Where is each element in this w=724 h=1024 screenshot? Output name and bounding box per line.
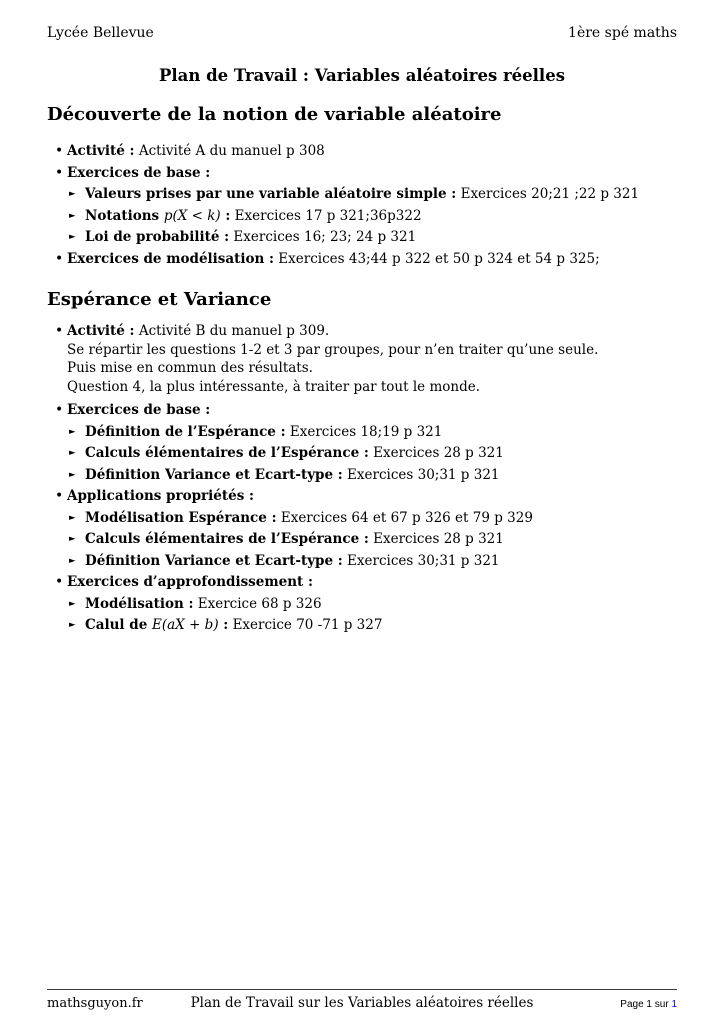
list-item — [47, 206, 677, 228]
bullet-icon: • — [55, 164, 64, 181]
list-item — [47, 465, 677, 487]
item-text: Exercices 20;21 ;22 p 321 — [456, 186, 640, 202]
footer-site: mathsguyon.fr — [47, 996, 143, 1011]
item-text: Exercice 70 -71 p 327 — [228, 617, 383, 633]
item-math: p(X < k) — [163, 207, 221, 224]
footer-page-label: Page 1 sur — [620, 999, 672, 1010]
list-item — [47, 322, 677, 396]
page-title: Plan de Travail : Variables aléatoires réelles — [159, 66, 565, 85]
item-text: Activité A du manuel p 308 — [134, 143, 325, 159]
item-label: Exercices de base : — [67, 164, 211, 181]
item-text: Exercices 17 p 321;36p322 — [230, 207, 422, 224]
item-label: Calculs élémentaires de l’Espérance : — [85, 531, 369, 547]
item-text: Exercices 30;31 p 321 — [342, 552, 500, 569]
item-label: Définition de l’Espérance : — [85, 423, 286, 440]
footer-title: Plan de Travail sur les Variables aléatoires réelles — [190, 995, 534, 1011]
list-item — [47, 184, 677, 206]
triangle-icon: ► — [69, 512, 76, 523]
item-label: Applications propriétés : — [67, 488, 254, 504]
bullet-icon: • — [55, 574, 64, 590]
item-label: Exercices de base : — [67, 402, 211, 418]
page-footer — [47, 989, 677, 1011]
list-item — [47, 400, 677, 422]
list-item — [47, 249, 677, 271]
list-item — [47, 227, 677, 249]
footer-page-indicator — [540, 999, 677, 1010]
bullet-icon: • — [55, 143, 64, 159]
list-item — [47, 443, 677, 465]
item-label: Activité : — [67, 323, 135, 339]
triangle-icon: ► — [69, 189, 76, 199]
section1-list — [47, 141, 677, 270]
item-text: Exercice 68 p 326 — [193, 595, 322, 612]
item-text: Activité B du manuel p 309. — [134, 323, 330, 339]
item-text: Exercices 16; 23; 24 p 321 — [229, 229, 417, 245]
list-item — [47, 163, 677, 185]
list-item — [47, 422, 677, 444]
item-label-colon: : — [218, 617, 229, 633]
item-text: Exercices 43;44 p 322 et 50 p 324 et 54 p 325; — [274, 250, 600, 267]
item-text: Exercices 28 p 321 — [368, 445, 504, 461]
item-text-line: Question 4, la plus intéressante, à traiter par tout le monde. — [67, 378, 480, 395]
list-item — [47, 572, 677, 594]
list-item — [47, 486, 677, 508]
item-text: Exercices 64 et 67 p 326 et 79 p 329 — [276, 509, 533, 526]
list-item — [47, 615, 677, 637]
item-text-line: Se répartir les questions 1-2 et 3 par groupes, pour n’en traiter qu’une seule. — [67, 341, 599, 358]
item-label: Valeurs prises par une variable aléatoire simple : — [85, 186, 457, 202]
list-item — [47, 551, 677, 573]
triangle-icon: ► — [69, 620, 76, 630]
item-label: Calul de — [85, 617, 152, 633]
triangle-icon: ► — [69, 232, 76, 242]
triangle-icon: ► — [69, 210, 76, 221]
item-label: Exercices de modélisation : — [67, 250, 275, 267]
header-school: Lycée Bellevue — [47, 25, 154, 41]
item-label: Modélisation : — [85, 595, 194, 612]
item-text: Exercices 30;31 p 321 — [342, 466, 500, 483]
list-item — [47, 141, 677, 163]
triangle-icon: ► — [69, 534, 76, 544]
bullet-icon: • — [55, 323, 64, 339]
triangle-icon: ► — [69, 598, 76, 609]
item-text: Exercices 28 p 321 — [368, 531, 504, 547]
bullet-icon: • — [55, 488, 64, 504]
page-header — [47, 24, 677, 42]
triangle-icon: ► — [69, 448, 76, 458]
item-label: Calculs élémentaires de l’Espérance : — [85, 445, 369, 461]
item-label: Loi de probabilité : — [85, 229, 230, 245]
item-label: Exercices d’approfondissement : — [67, 574, 313, 590]
item-label: Activité : — [67, 143, 135, 159]
header-class: 1ère spé maths — [568, 25, 677, 41]
section-heading-decouverte: Découverte de la notion de variable aléatoire — [47, 104, 502, 125]
section-heading-esperance: Espérance et Variance — [47, 289, 272, 310]
list-item — [47, 594, 677, 616]
item-text-line: Puis mise en commun des résultats. — [67, 360, 313, 376]
item-label: Modélisation Espérance : — [85, 509, 277, 526]
item-math: E(aX + b) — [152, 617, 219, 633]
triangle-icon: ► — [69, 555, 76, 566]
section2-list — [47, 322, 677, 637]
bullet-icon: • — [55, 402, 64, 418]
item-label: Notations — [85, 207, 164, 224]
item-text: Exercices 18;19 p 321 — [285, 423, 443, 440]
list-item — [47, 529, 677, 551]
list-item — [47, 508, 677, 530]
item-label-colon: : — [220, 207, 231, 224]
triangle-icon: ► — [69, 426, 76, 437]
triangle-icon: ► — [69, 469, 76, 480]
item-label: Définition Variance et Ecart-type : — [85, 552, 343, 569]
item-label: Définition Variance et Ecart-type : — [85, 466, 343, 483]
page-number-link[interactable]: 1 — [671, 999, 677, 1010]
bullet-icon: • — [55, 250, 64, 267]
